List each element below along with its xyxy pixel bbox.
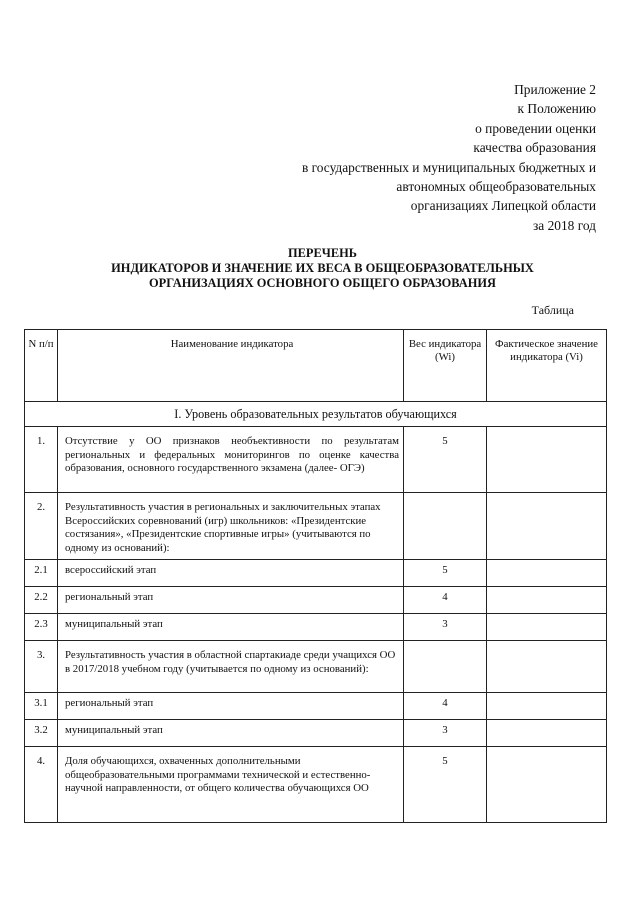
appendix-line: организациях Липецкой области — [410, 198, 596, 214]
row-num: 3. — [25, 641, 58, 693]
row-actual — [487, 493, 607, 560]
section-title: I. Уровень образовательных результатов обучающихся — [25, 402, 607, 427]
row-num: 2.3 — [25, 614, 58, 641]
row-num: 2.2 — [25, 587, 58, 614]
row-weight — [404, 641, 487, 693]
row-weight: 3 — [404, 720, 487, 747]
appendix-line: о проведении оценки — [475, 120, 596, 136]
row-weight: 4 — [404, 693, 487, 720]
row-num: 4. — [25, 747, 58, 823]
row-name: региональный этап — [58, 693, 404, 720]
header-name: Наименование индикатора — [58, 330, 404, 402]
row-weight: 5 — [404, 560, 487, 587]
appendix-block — [302, 80, 596, 235]
row-actual — [487, 587, 607, 614]
appendix-line: Приложение 2 — [514, 82, 596, 97]
heading-title: ПЕРЕЧЕНЬ — [288, 246, 357, 260]
appendix-line: качества образования — [473, 140, 596, 156]
table-row — [25, 587, 607, 614]
row-name: Результативность участия в областной спартакиаде среди учащихся ОО в 2017/2018 учебном году (учитывается по одному из оснований): — [58, 641, 404, 693]
header-num: N п/п — [25, 330, 58, 402]
appendix-line: к Положению — [517, 101, 596, 117]
row-actual — [487, 693, 607, 720]
row-actual — [487, 614, 607, 641]
row-weight — [404, 493, 487, 560]
table-row — [25, 747, 607, 823]
row-num: 2. — [25, 493, 58, 560]
row-weight: 4 — [404, 587, 487, 614]
table-row — [25, 493, 607, 560]
appendix-line: за 2018 год — [533, 217, 596, 233]
heading-subtitle-line1: ИНДИКАТОРОВ И ЗНАЧЕНИЕ ИХ ВЕСА В ОБЩЕОБРАЗОВАТЕЛЬНЫХ — [111, 261, 534, 275]
table-row — [25, 560, 607, 587]
table-label: Таблица — [531, 303, 574, 317]
row-num: 1. — [25, 427, 58, 493]
header-actual: Фактическое значение индикатора (Vi) — [487, 330, 607, 402]
table-row — [25, 693, 607, 720]
row-num: 3.1 — [25, 693, 58, 720]
appendix-line: в государственных и муниципальных бюджетных и — [301, 159, 596, 175]
table-row — [25, 427, 607, 493]
table-row — [25, 720, 607, 747]
row-actual — [487, 720, 607, 747]
row-actual — [487, 560, 607, 587]
appendix-line: автономных общеобразовательных — [396, 179, 596, 195]
row-name: Доля обучающихся, охваченных дополнительными общеобразовательными программами технической и естественно-научной направленности, от общего количества обучающихся ОО — [58, 747, 404, 823]
row-name: муниципальный этап — [58, 720, 404, 747]
table-header-row — [25, 330, 607, 402]
section-row — [25, 402, 607, 427]
row-name: всероссийский этап — [58, 560, 404, 587]
indicators-table — [24, 329, 607, 823]
row-actual — [487, 747, 607, 823]
table-row — [25, 614, 607, 641]
row-name: Результативность участия в региональных и заключительных этапах Всероссийских соревнований (игр) школьников: «Президентские состязания», «Президентские спортивные игры» (учитываются по одному из оснований): — [58, 493, 404, 560]
document-heading — [60, 246, 585, 291]
row-actual — [487, 641, 607, 693]
row-name: муниципальный этап — [58, 614, 404, 641]
row-weight: 5 — [404, 427, 487, 493]
row-num: 2.1 — [25, 560, 58, 587]
row-name: Отсутствие у ОО признаков необъективности по результатам региональных и федеральных мониторингов по оценке качества образования, основного государственного экзамена (далее- ОГЭ) — [58, 427, 404, 493]
row-weight: 3 — [404, 614, 487, 641]
row-actual — [487, 427, 607, 493]
header-weight: Вес индикатора (Wi) — [404, 330, 487, 402]
table-row — [25, 641, 607, 693]
row-name: региональный этап — [58, 587, 404, 614]
row-num: 3.2 — [25, 720, 58, 747]
row-weight: 5 — [404, 747, 487, 823]
heading-subtitle-line2: ОРГАНИЗАЦИЯХ ОСНОВНОГО ОБЩЕГО ОБРАЗОВАНИЯ — [149, 276, 496, 290]
